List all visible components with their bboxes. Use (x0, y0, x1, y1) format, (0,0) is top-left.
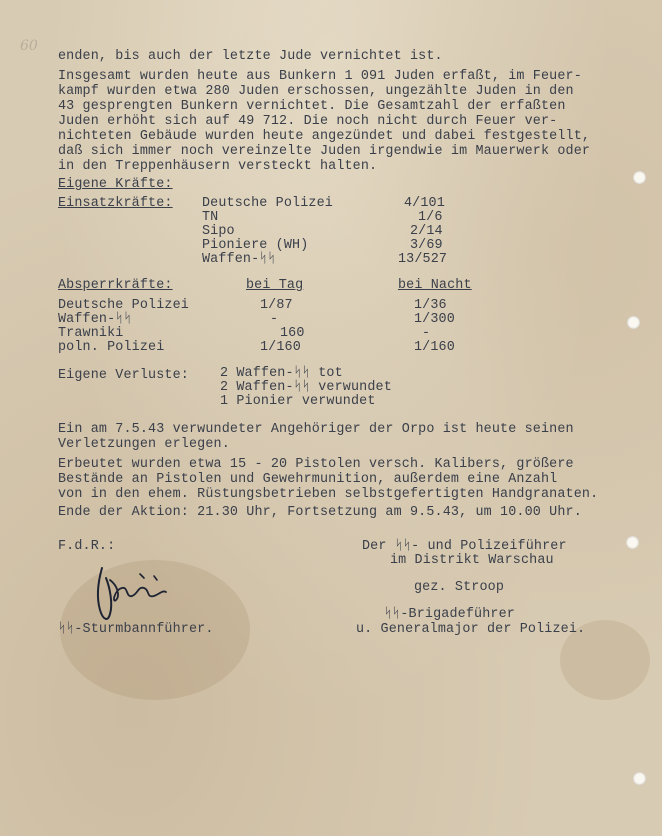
signature-block-line: ᛋᛋ-Brigadeführer (384, 607, 515, 622)
unit-value: 3/69 (410, 238, 443, 253)
fdr-label: F.d.R.: (58, 539, 116, 554)
paragraph-line: in den Treppenhäusern versteckt halten. (58, 159, 378, 174)
paragraph-line: enden, bis auch der letzte Jude vernichtet ist. (58, 49, 443, 64)
verluste-line: 2 Waffen-ᛋᛋ tot (220, 366, 343, 381)
left-rank: ᛋᛋ-Sturmbannführer. (58, 622, 214, 637)
paragraph-line: Ein am 7.5.43 verwundeter Angehöriger der Orpo ist heute seinen (58, 422, 574, 437)
punch-hole (627, 316, 640, 329)
paragraph-line: nichteten Gebäude wurden heute angezündet und dabei festgestellt, (58, 129, 591, 144)
page-number: 60 (20, 38, 38, 54)
signature-block-line: im Distrikt Warschau (390, 553, 554, 568)
day-value: 160 (280, 326, 305, 341)
day-value: - (270, 312, 279, 327)
paragraph-line: Erbeutet wurden etwa 15 - 20 Pistolen versch. Kalibers, größere (58, 457, 574, 472)
unit-name: Sipo (202, 224, 235, 239)
unit-name: TN (202, 210, 219, 225)
day-value: 1/87 (260, 298, 293, 313)
absperrkraefte-label: Absperrkräfte: (58, 278, 173, 293)
night-value: 1/300 (414, 312, 455, 327)
unit-name: poln. Polizei (58, 340, 165, 355)
paragraph-line: Insgesamt wurden heute aus Bunkern 1 091 Juden erfaßt, im Feuer- (58, 69, 582, 84)
paragraph-line: kampf wurden etwa 280 Juden erschossen, ungezählte Juden in den (58, 84, 574, 99)
unit-value: 13/527 (398, 252, 448, 267)
unit-value: 4/101 (404, 196, 445, 211)
signed-name: gez. Stroop (414, 580, 505, 595)
paragraph-line: daß sich immer noch vereinzelte Juden irgendwie im Mauerwerk oder (58, 144, 591, 159)
handwritten-signature (80, 560, 190, 630)
signature-block-line: Der ᛋᛋ- und Polizeiführer (362, 539, 567, 554)
unit-name: Waffen-ᛋᛋ (58, 312, 132, 327)
paragraph-line: Bestände an Pistolen und Gewehrmunition, außerdem eine Anzahl (58, 472, 558, 487)
column-header-night: bei Nacht (398, 278, 472, 293)
night-value: 1/36 (414, 298, 447, 313)
unit-value: 2/14 (410, 224, 443, 239)
einsatzkraefte-label: Einsatzkräfte: (58, 196, 173, 211)
punch-hole (633, 171, 646, 184)
paragraph-line: 43 gesprengten Bunkern vernichtet. Die Gesamtzahl der erfaßten (58, 99, 566, 114)
paragraph-line: Juden erhöht sich auf 49 712. Die noch nicht durch Feuer ver- (58, 114, 558, 129)
unit-name: Deutsche Polizei (58, 298, 189, 313)
paragraph-line: von in den ehem. Rüstungsbetrieben selbstgefertigten Handgranaten. (58, 487, 599, 502)
unit-name: Trawniki (58, 326, 124, 341)
paragraph-line: Verletzungen erlegen. (58, 437, 230, 452)
punch-hole (633, 772, 646, 785)
night-value: 1/160 (414, 340, 455, 355)
verluste-label: Eigene Verluste: (58, 368, 189, 383)
unit-name: Pioniere (WH) (202, 238, 309, 253)
section-heading: Eigene Kräfte: (58, 177, 173, 192)
column-header-day: bei Tag (246, 278, 304, 293)
verluste-line: 1 Pionier verwundet (220, 394, 376, 409)
punch-hole (626, 536, 639, 549)
ende-line: Ende der Aktion: 21.30 Uhr, Fortsetzung am 9.5.43, um 10.00 Uhr. (58, 505, 582, 520)
night-value: - (422, 326, 431, 341)
signature-block-line: u. Generalmajor der Polizei. (356, 622, 586, 637)
unit-name: Deutsche Polizei (202, 196, 333, 211)
unit-name: Waffen-ᛋᛋ (202, 252, 276, 267)
day-value: 1/160 (260, 340, 301, 355)
verluste-line: 2 Waffen-ᛋᛋ verwundet (220, 380, 392, 395)
unit-value: 1/6 (418, 210, 443, 225)
